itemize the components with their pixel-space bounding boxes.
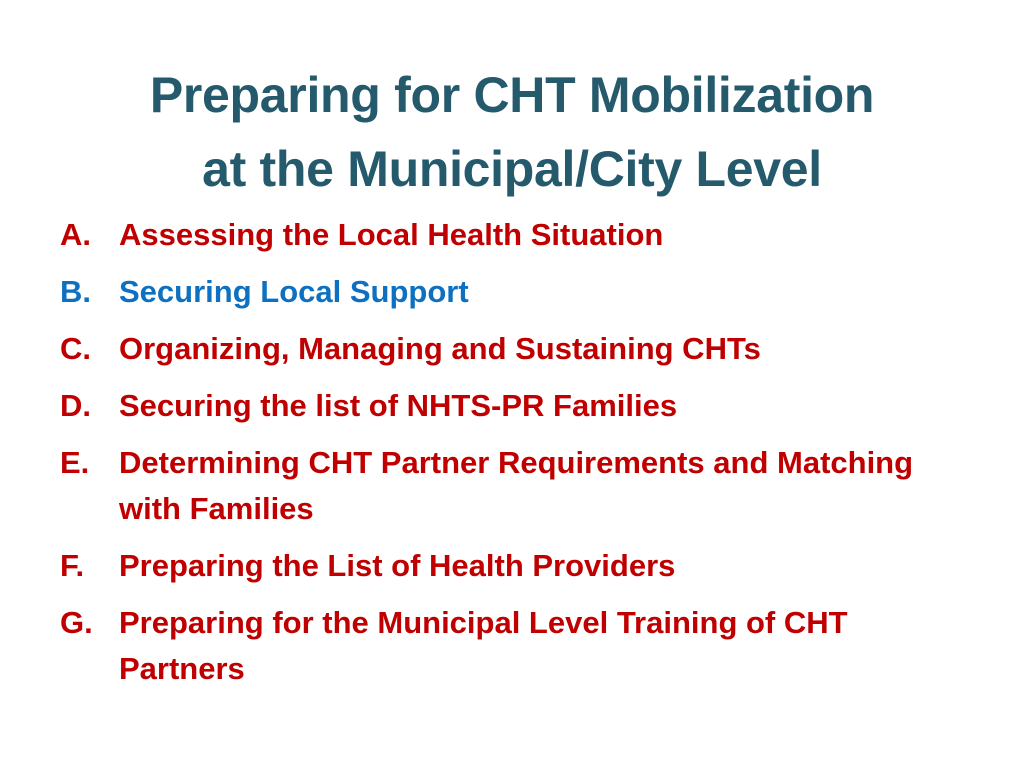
agenda-item-marker: G. — [60, 605, 93, 640]
agenda-item-f — [60, 543, 960, 589]
agenda-item-text: Preparing for the Municipal Level Training of CHT Partners — [119, 605, 848, 686]
agenda-item-c — [60, 326, 960, 372]
agenda-item-marker: F. — [60, 548, 85, 583]
agenda-item-marker: C. — [60, 331, 91, 366]
slide-title — [40, 58, 984, 206]
agenda-item-text: Securing the list of NHTS-PR Families — [119, 388, 678, 423]
agenda-item-text: Preparing the List of Health Providers — [119, 548, 676, 583]
agenda-item-g — [60, 600, 960, 692]
agenda-item-text: Determining CHT Partner Requirements and Matching with Families — [119, 445, 914, 526]
agenda-item-marker: D. — [60, 388, 91, 423]
agenda-item-b — [60, 269, 960, 315]
title-line-2: at the Municipal/City Level — [202, 141, 822, 197]
agenda-item-a — [60, 212, 960, 258]
agenda-list — [60, 212, 960, 703]
agenda-item-text: Organizing, Managing and Sustaining CHTs — [119, 331, 761, 366]
agenda-item-marker: A. — [60, 217, 91, 252]
agenda-item-text: Securing Local Support — [119, 274, 469, 309]
agenda-item-marker: E. — [60, 445, 90, 480]
agenda-item-text: Assessing the Local Health Situation — [119, 217, 664, 252]
agenda-item-marker: B. — [60, 274, 91, 309]
title-line-1: Preparing for CHT Mobilization — [149, 67, 875, 123]
agenda-item-d — [60, 383, 960, 429]
agenda-item-e — [60, 440, 960, 532]
